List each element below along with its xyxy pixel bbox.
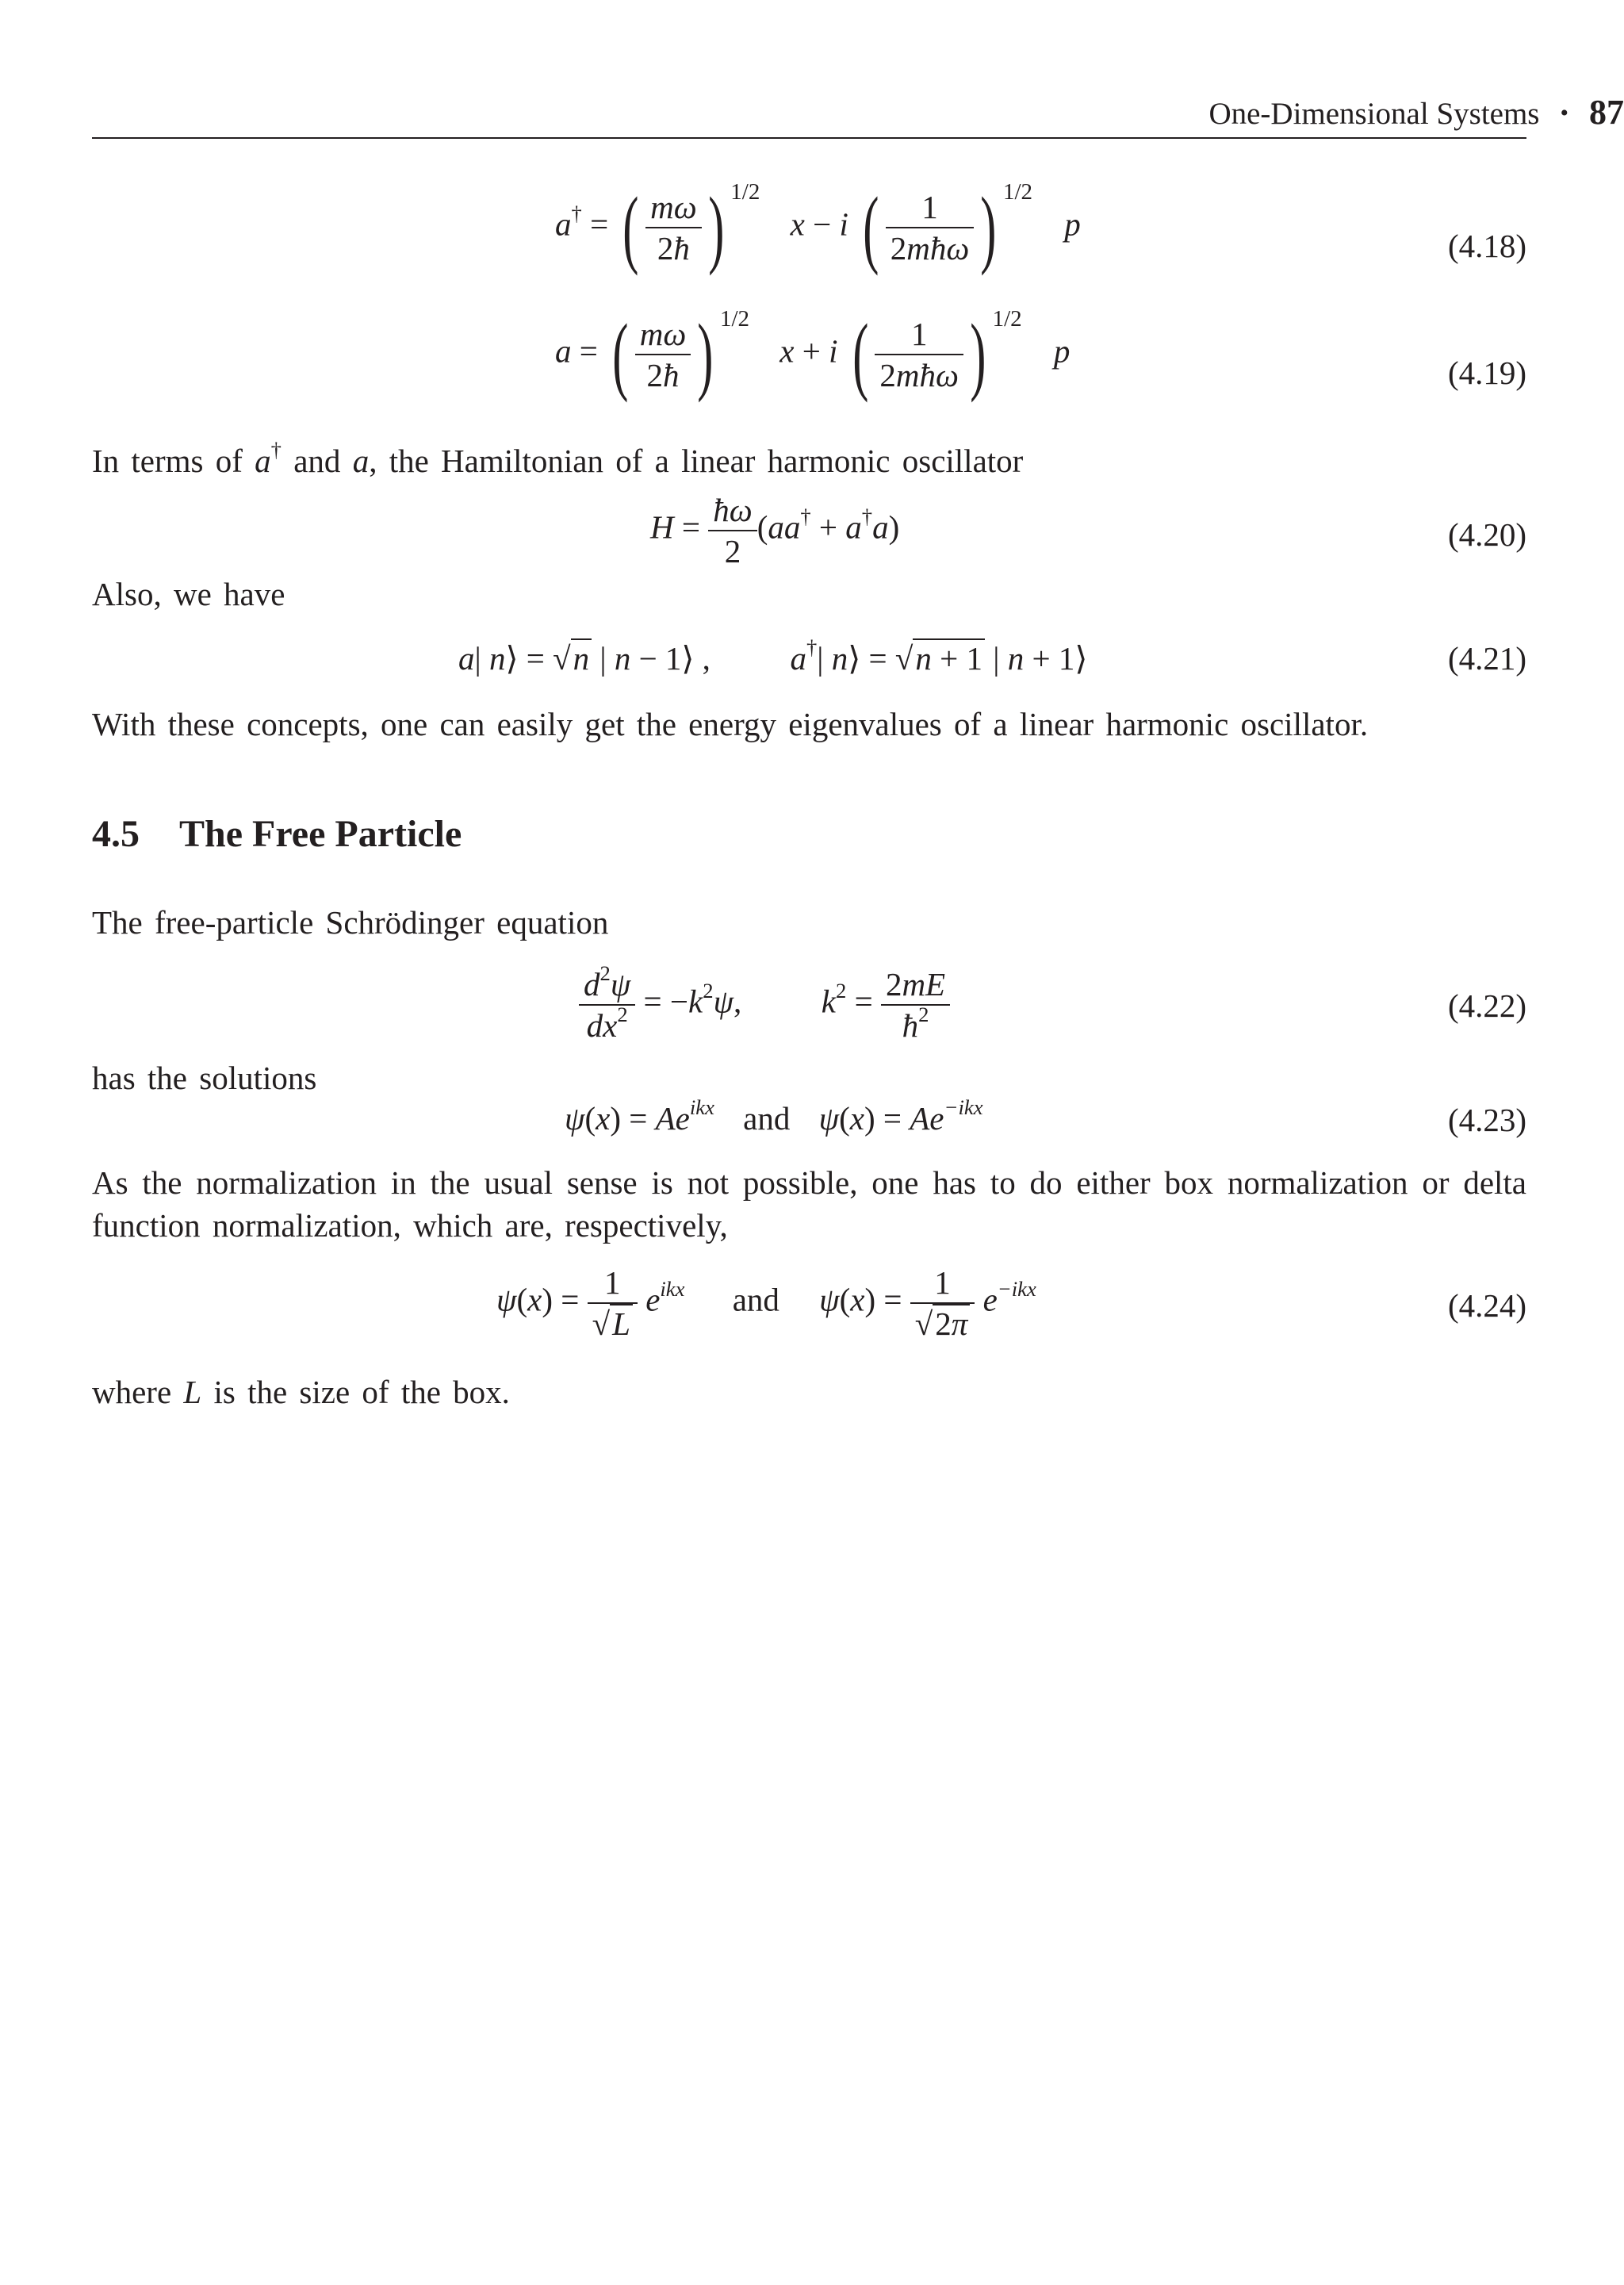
- paragraph-also-we-have: Also, we have: [92, 576, 285, 612]
- paragraph-normalization: As the normalization in the usual sense is not possible, one has to do either box normalization or delta function normalization, which are, respectively,: [92, 1164, 1526, 1244]
- header-rule: [92, 137, 1526, 139]
- paragraph-has-the-solutions: has the solutions: [92, 1060, 317, 1096]
- section-title: The Free Particle: [179, 813, 462, 855]
- equation-number-4-20: (4.20): [1447, 516, 1526, 553]
- section-number: 4.5: [92, 813, 140, 855]
- equation-number-4-19: (4.19): [1447, 355, 1526, 391]
- bullet-separator: •: [1560, 100, 1568, 126]
- equation-4-24: ψ(x) = $\frac{1}{√L}$ $e^{ikx}$ and ψ(x) = $\frac{1}{√2\pi}$ $e^{-ikx}$: [496, 1264, 1036, 1342]
- equation-4-20: H = $\frac{ħ\omega}{2}$ (aa† + a†a): [650, 492, 900, 569]
- equation-number-4-22: (4.22): [1447, 987, 1526, 1024]
- paragraph-free-particle-intro: The free-particle Schrödinger equation: [92, 904, 609, 941]
- equation-4-23: $\psi(x) = Ae^{ikx}$ and $\psi(x) = Ae^{-ikx}$: [565, 1095, 983, 1137]
- equation-number-4-24: (4.24): [1447, 1287, 1526, 1324]
- equation-4-22: $\frac{d^2\psi}{dx^2}$ = $-k^2\psi$, $k^2$ = $\frac{2mE}{ħ^2}$: [579, 964, 950, 1045]
- paragraph-with-these-concepts: With these concepts, one can easily get the energy eigenvalues of a linear harmonic oscillator.: [92, 706, 1369, 742]
- equation-number-4-18: (4.18): [1447, 228, 1526, 264]
- equation-4-21: a| n⟩ = √n | n − 1⟩ , a†| n⟩ = √n + 1 | n + 1⟩: [458, 635, 1088, 677]
- equation-4-19: a = ( $\frac{m\omega}{2ħ}$ ) 1/2 x + i ( $\frac{1}{\text{2mħω}}$ ) 1/2 p: [555, 306, 1071, 403]
- equation-number-4-21: (4.21): [1447, 640, 1526, 677]
- equation-number-4-23: (4.23): [1447, 1102, 1526, 1138]
- paragraph-where-l: where L is the size of the box.: [92, 1374, 510, 1410]
- page-number: 87: [1589, 93, 1624, 132]
- paragraph-hamiltonian-intro: In terms of a† and a, the Hamiltonian of a linear harmonic oscillator: [92, 438, 1024, 479]
- equation-4-18: a† = ( $\frac{m\omega}{2ħ}$ ) 1/2 x − i ( $\frac{1}{\text{2mħω}}$ ) 1/2 p: [555, 179, 1081, 276]
- section-heading: [92, 812, 462, 856]
- running-title: One-Dimensional Systems: [1208, 97, 1540, 131]
- running-header: [129, 92, 1624, 132]
